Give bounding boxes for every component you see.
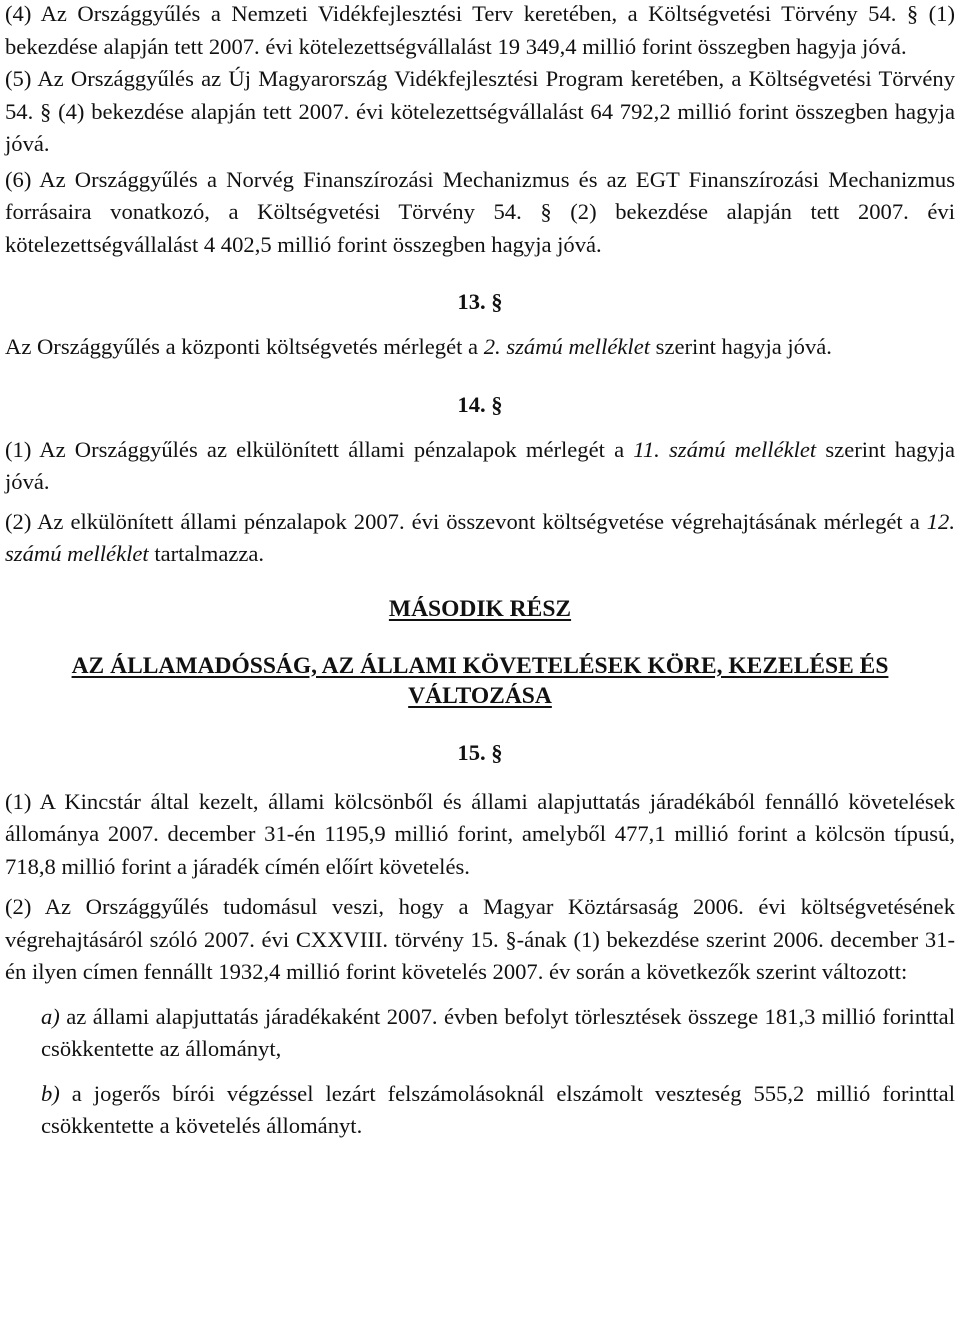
chapter-title: AZ ÁLLAMADÓSSÁG, AZ ÁLLAMI KÖVETELÉSEK KÖRE, KEZELÉSE ÉS VÁLTOZÁSA	[71, 652, 889, 709]
s13-annex-number: 2.	[483, 334, 501, 359]
list-item-b	[41, 1078, 955, 1143]
list-item-b-text: a jogerős bírói végzéssel lezárt felszámolásoknál elszámolt veszteség 555,2 millió forinttal csökkentette a követelés állományt.	[41, 1080, 955, 1138]
section-13-heading: 13. §	[457, 289, 503, 314]
s14p1-annex-label: számú melléklet	[659, 436, 817, 462]
s14p2-annex-number: 12.	[926, 508, 955, 534]
list-item-a-marker: a)	[41, 1003, 60, 1029]
list-item-a	[41, 1001, 955, 1066]
section-15-paragraph-1: (1) A Kincstár által kezelt, állami kölcsönből és állami alapjuttatás járadékából fennálló követelések állománya 2007. december 31-én 1195,9 millió forint, amelyből 477,1 millió forint a kölcsön típusú, 718,8 millió forint a járadék címén előírt követelés.	[5, 788, 955, 879]
section-14-heading: 14. §	[457, 391, 503, 417]
s14p2-before: (2) Az elkülönített állami pénzalapok 2007. évi összevont költségvetése végrehajtásának mérlegét a	[5, 508, 927, 534]
s14p2-after: tartalmazza.	[148, 541, 265, 566]
s14p1-after: szerint hagyja jóvá.	[5, 436, 955, 494]
paragraph-5: (5) Az Országgyűlés az Új Magyarország Vidékfejlesztési Program keretében, a Költségvetési Törvény 54. § (4) bekezdése alapján tett 2007. évi kötelezettségvállalást 64 792,2 millió forint összegben hagyja jóvá.	[5, 66, 955, 156]
section-13-text	[5, 331, 955, 364]
list-item-b-marker: b)	[41, 1080, 60, 1106]
s13-annex-label: számú melléklet	[500, 334, 651, 359]
s14p1-before: (1) Az Országgyűlés az elkülönített állami pénzalapok mérlegét a	[5, 436, 634, 462]
s13-text-before: Az Országgyűlés a központi költségvetés mérlegét a	[5, 334, 484, 359]
list-item-a-text: az állami alapjuttatás járadékaként 2007. évben befolyt törlesztések összege 181,3 millió forinttal csökkentette az állományt,	[41, 1003, 955, 1061]
paragraph-4: (4) Az Országgyűlés a Nemzeti Vidékfejlesztési Terv keretében, a Költségvetési Törvény 54. § (1) bekezdése alapján tett 2007. évi kötelezettségvállalást 19 349,4 millió forint összegben hagyja jóvá.	[5, 1, 955, 59]
part-title: MÁSODIK RÉSZ	[388, 595, 572, 622]
section-15-paragraph-2: (2) Az Országgyűlés tudomásul veszi, hogy a Magyar Köztársaság 2006. évi költségvetésének végrehajtásáról szóló 2007. évi CXXVIII. törvény 15. §-ának (1) bekezdése szerint 2006. december 31-én ilyen címen fennállt 1932,4 millió forint követelés 2007. év során a következők szerint változott:	[5, 894, 955, 984]
s14p1-annex-number: 11.	[633, 436, 660, 462]
s13-text-after: szerint hagyja jóvá.	[650, 334, 832, 359]
section-14-paragraph-1	[5, 434, 955, 499]
section-14-paragraph-2	[5, 506, 955, 571]
section-15-heading: 15. §	[457, 739, 503, 765]
paragraph-6: (6) Az Országgyűlés a Norvég Finanszírozási Mechanizmus és az EGT Finanszírozási Mechanizmus forrásaira vonatkozó, a Költségvetési Törvény 54. § (2) bekezdése alapján tett 2007. évi kötelezettségvállalást 4 402,5 millió forint összegben hagyja jóvá.	[5, 166, 955, 257]
s14p2-annex-label: számú melléklet	[5, 541, 149, 566]
document-page	[5, 0, 955, 1143]
